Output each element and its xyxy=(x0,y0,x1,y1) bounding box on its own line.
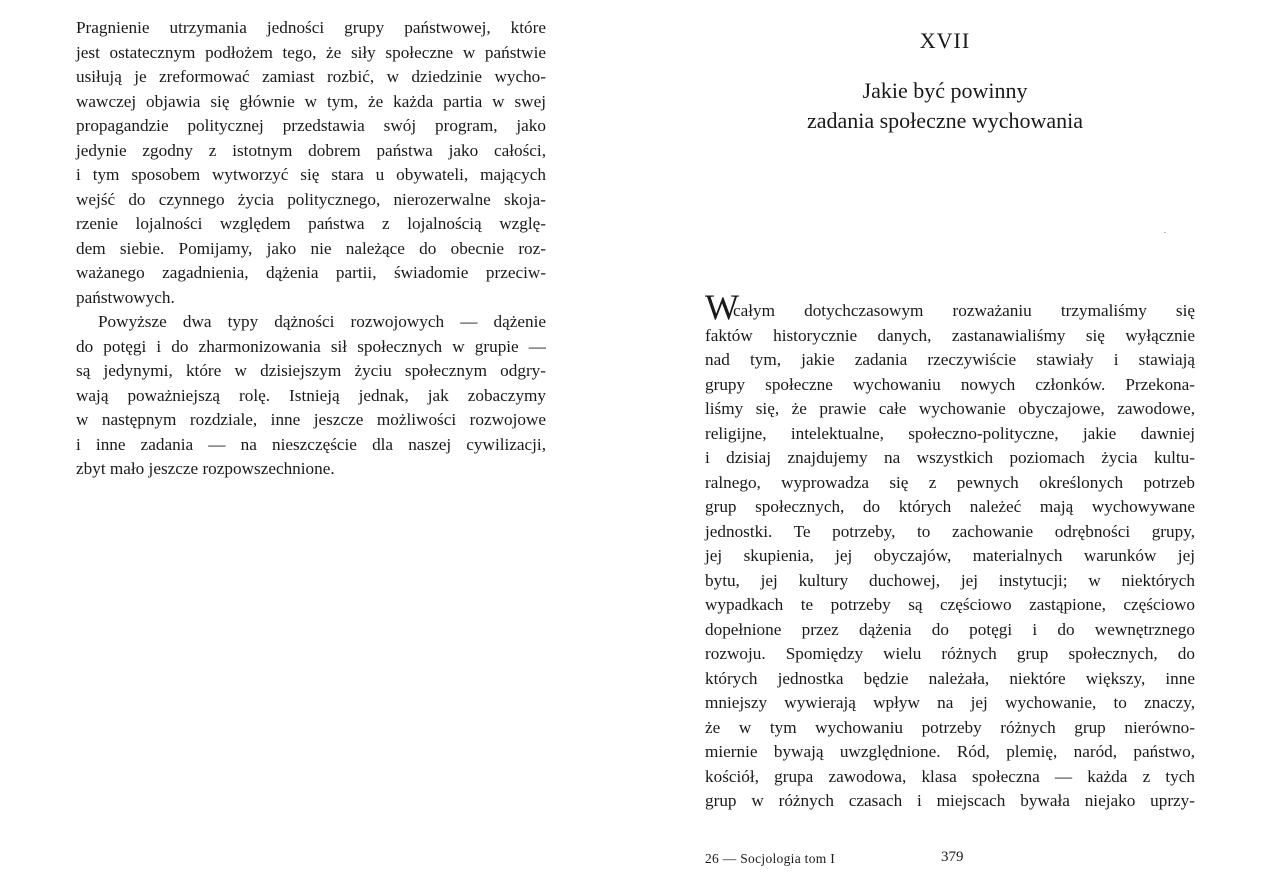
right-text-line: grup społecznych, do których należeć mają wychowywane xyxy=(705,497,1195,516)
page-number: 379 xyxy=(941,849,964,865)
drop-cap: W xyxy=(705,287,739,327)
printer-signature: 26 — Socjologia tom I xyxy=(705,851,836,866)
right-text-line: miernie bywają uwzględnione. Ród, plemię, naród, państwo, xyxy=(705,742,1195,761)
right-text-line: że w tym wychowaniu potrzeby różnych grup nierówno- xyxy=(705,717,1195,737)
right-text-line: jej skupienia, jej obyczajów, materialnych warunków jej xyxy=(705,546,1195,565)
left-text-line: wawczej objawia się głównie w tym, że każda partia w swej xyxy=(76,91,546,111)
left-text-line: i inne zadania — na nieszczęście dla naszej cywilizacji, xyxy=(76,434,546,454)
left-text-line: propagandzie politycznej przedstawia swój program, jako xyxy=(76,116,546,135)
left-text-line: jedynie zgodny z istotnym dobrem państwa jako całości, xyxy=(76,140,546,160)
scan-speck xyxy=(1164,232,1166,233)
left-text-line: i tym sposobem wytworzyć się stara u obywateli, mających xyxy=(76,165,546,184)
right-text-line: dopełnione przez dążenia do potęgi i do wewnętrznego xyxy=(705,619,1195,639)
left-text-line: wejść do czynnego życia politycznego, nierozerwalne skoja- xyxy=(76,189,546,209)
right-text-line: i dzisiaj znajdujemy na wszystkich poziomach życia kultu- xyxy=(705,448,1195,467)
right-text-line: całym dotychczasowym rozważaniu trzymaliśmy się xyxy=(733,301,1195,320)
left-text-line: usiłują je zreformować zamiast rozbić, w dziedzinie wycho- xyxy=(76,67,546,86)
left-text-line: jest ostatecznym podłożem tego, że siły społeczne w państwie xyxy=(76,42,546,62)
right-text-line: nad tym, jakie zadania rzeczywiście stawiały i stawiają xyxy=(705,350,1195,369)
chapter-title-line-1: Jakie być powinny xyxy=(862,78,1028,103)
right-text-line: liśmy się, że prawie całe wychowanie obyczajowe, zawodowe, xyxy=(705,399,1195,418)
left-text-line: do potęgi i do zharmonizowania sił społecznych w grupie — xyxy=(76,336,546,356)
chapter-number: XVII xyxy=(919,28,971,53)
left-text-line: państwowych. xyxy=(76,287,175,307)
right-text-line: grupy społeczne wychowaniu nowych członków. Przekona- xyxy=(705,374,1195,394)
left-text-line: rzenie lojalności względem państwa z lojalnością wzglę- xyxy=(76,214,546,233)
left-text-line: zbyt mało jeszcze rozpowszechnione. xyxy=(76,459,335,478)
right-text-line: kościół, grupa zawodowa, klasa społeczna — każda z tych xyxy=(705,766,1195,786)
right-text-line: których jednostka będzie należała, niektóre większy, inne xyxy=(705,668,1195,688)
right-text-line: bytu, jej kultury duchowej, jej instytucji; w niektórych xyxy=(705,570,1195,590)
left-text-line: wają poważniejszą rolę. Istnieją jednak, jak zobaczymy xyxy=(76,385,546,405)
left-text-line: Powyższe dwa typy dążności rozwojowych — dążenie xyxy=(98,312,546,331)
left-text-line: dem siebie. Pomijamy, jako nie należące do obecnie roz- xyxy=(76,238,546,258)
left-text-line: ważanego zagadnienia, dążenia partii, świadomie przeciw- xyxy=(76,263,546,282)
right-text-line: grup w różnych czasach i miejscach bywała niejako uprzy- xyxy=(705,791,1195,810)
right-text-line: faktów historycznie danych, zastanawialiśmy się wyłącznie xyxy=(705,325,1195,345)
left-text-line: w następnym rozdziale, inne jeszcze możliwości rozwojowe xyxy=(76,410,546,429)
left-text-line: Pragnienie utrzymania jedności grupy państwowej, które xyxy=(76,18,546,37)
left-text-line: są jedynymi, które w dzisiejszym życiu społecznym odgry- xyxy=(76,361,546,380)
right-text-line: jednostki. Te potrzeby, to zachowanie odrębności grupy, xyxy=(705,521,1195,541)
right-text-line: ralnego, wyprowadza się z pewnych określonych potrzeb xyxy=(705,472,1195,492)
right-text-line: mniejszy wywierają wpływ na jej wychowanie, to znaczy, xyxy=(705,693,1195,712)
right-text-line: religijne, intelektualne, społeczno-polityczne, jakie dawniej xyxy=(705,423,1195,443)
right-text-line: rozwoju. Spomiędzy wielu różnych grup społecznych, do xyxy=(705,644,1195,663)
chapter-title-line-2: zadania społeczne wychowania xyxy=(806,108,1084,133)
right-text-line: wypadkach te potrzeby są częściowo zastąpione, częściowo xyxy=(705,595,1195,614)
